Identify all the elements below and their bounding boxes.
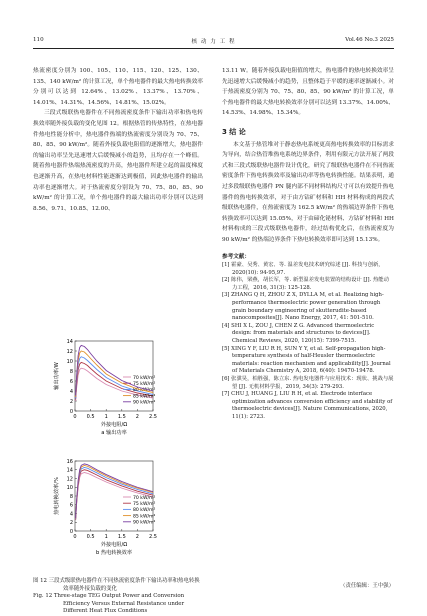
reference-list	[222, 262, 394, 421]
y-tick-label: 4	[69, 511, 73, 518]
y-tick-label: 8	[69, 493, 73, 500]
section-heading: 3 结 论	[222, 127, 246, 136]
x-tick-label: 1.5	[117, 414, 126, 420]
y-tick-label: 12	[66, 348, 73, 355]
y-tick-label: 14	[66, 467, 73, 474]
y-tick-label: 0	[69, 528, 73, 535]
x-tick-label: 0.5	[86, 534, 95, 540]
legend-label: 90 kW/m²	[133, 400, 156, 406]
y-axis-label: 输出功率/W	[54, 362, 60, 390]
series-line	[76, 351, 153, 397]
left-paragraph-1: 热流密度分别为 100、105、110、115、120、125、130、135、140 kW/m² 的计算工况，单个热电器件的最大热电转换效率分别可以达到 12.64%、13.02%、13.37%、13.70%、14.01%、14.31%、14.56%、14.81%、15.02%。	[33, 68, 203, 106]
subfigure-caption: b 热电转换效率	[95, 550, 133, 556]
caption-cn: 图 12 三段式级联热电器件在不同热流密度条件下输出功率和热电转换效率随外接负载的变化	[33, 578, 200, 592]
journal-name: 核 动 力 工 程	[191, 39, 236, 45]
figure-12a	[33, 333, 203, 457]
y-tick-label: 10	[66, 485, 73, 492]
efficiency-chart	[33, 453, 203, 575]
reference-item: [3] ZHANG Q H, ZHOU Z X, DYLLA M, et al. Realizing high-performance thermoelectric power generation through grain boundary engineering of skutterudite-based nanocomposites[J]. Nano Energy, 2017, 41: 501-510.	[222, 292, 384, 322]
header-rule	[33, 48, 394, 49]
y-axis-label: 热电转换效率/%	[54, 477, 60, 515]
x-tick-label: 0	[73, 414, 77, 420]
reference-item: [6] 张骐昊，柏胜强，陈立东. 热电发电器件与应用技术：现状、挑战与展望 [J]. 无机材料学报，2019, 34(3): 279-293.	[222, 376, 394, 390]
x-axis-label: 外接电阻/Ω	[100, 542, 128, 548]
y-tick-label: 6	[69, 378, 73, 385]
x-tick-label: 2	[135, 414, 139, 420]
right-column	[222, 66, 394, 422]
issue-info: Vol.46 No.3 2025	[345, 37, 394, 43]
y-tick-label: 10	[66, 358, 73, 365]
legend-label: 70 kW/m²	[133, 495, 156, 501]
left-column	[33, 66, 203, 214]
reference-item: [1] 霍豪、吴秀、黄宏、等. 温差发电技术研究综述 [J]. 科技与创新，2020(10): 94-95,97.	[222, 262, 384, 276]
legend-label: 90 kW/m²	[133, 520, 156, 526]
x-tick-label: 2.5	[149, 534, 157, 540]
x-axis-label: 外接电阻/Ω	[100, 422, 128, 428]
legend-label: 85 kW/m²	[133, 514, 156, 520]
editor-note: （责任编辑：王中强）	[340, 583, 394, 589]
x-tick-label: 2.5	[149, 414, 157, 420]
legend-label: 85 kW/m²	[133, 394, 156, 400]
x-tick-label: 1	[104, 414, 108, 420]
figure-caption	[33, 578, 203, 616]
subfigure-caption: a 输出功率	[101, 430, 127, 436]
figure-12b	[33, 453, 203, 579]
right-paragraph-1: 13.11 W。随着外接负载电阻值的增大，热电器件的热电转换效率呈先迅速增大后缓慢减小的趋势，且整体趋于平缓的速率逐渐减小。对于热流密度分别为 70、75、80、85、90 kW/m² 的计算工况，单个热电器件的最大热电转换效率分别可以达到 13.37%、14.00%、14.53%、14.98%、15.34%。	[222, 68, 394, 117]
y-tick-label: 0	[69, 408, 73, 415]
y-tick-label: 6	[69, 502, 73, 509]
y-tick-label: 2	[69, 520, 73, 527]
y-tick-label: 16	[66, 458, 73, 465]
output-power-chart	[33, 333, 203, 453]
legend-label: 80 kW/m²	[133, 388, 156, 394]
x-tick-label: 2	[135, 534, 139, 540]
reference-item: [5] XING Y F, LIU R H, SUN Y Y, et al. Self-propagation high-temperature synthesis of half-Heusler thermoelectric materials: reaction mechanism and applicability[J]. Journal of Materials Chemistry A, 2018, 6(40): 19470-19478.	[222, 345, 391, 375]
x-tick-label: 1.5	[117, 534, 126, 540]
y-tick-label: 4	[69, 388, 73, 395]
legend-label: 75 kW/m²	[133, 502, 156, 507]
left-paragraph-2: 三段式级联热电器件在不同热流密度条件下输出功率和热电转换效率随外接负载的变化见图 12。根据热管的传热特性，在热电器件热电性能分析中，热电器件热端的热流密度分别设为 70、75、80、85、90 kW/m²。随着外接负载电阻值的逐渐增大，热电器件的输出功率呈先迅速增大后缓慢减小的趋势，且均存在一个峰值。随着热电器件热端热流密度的升高，热电器件所建立起的温度梯度也逐渐升高，在热电材料性能逐渐达到极值，因此热电器件的输出功率也逐渐增大。对于热流密度分别设为 70、75、80、85、90 kW/m² 的计算工况，单个热电器件的最大输出功率分别可以达到 8.56、9.71、10.85、12.00、	[33, 110, 203, 212]
legend-label: 70 kW/m²	[133, 375, 156, 381]
page-number: 110	[33, 37, 44, 43]
y-tick-label: 8	[69, 368, 73, 375]
caption-en: Fig. 12 Three-stage TEG Output Power and Conversion Efficiency Versus External Resistance under Different Heat Flux Conditions	[33, 593, 185, 615]
legend-label: 75 kW/m²	[133, 382, 156, 387]
reference-item: [2] 陈伟，梁燕，胡长军，等. 新型温差发电装置的结构设计 [J]. 热能动力工程，2016, 31(3): 125-128.	[222, 277, 389, 291]
x-tick-label: 1	[104, 534, 108, 540]
y-tick-label: 12	[66, 476, 73, 483]
conclusion-paragraph: 本文基于热管堆对于静态热电系统更高热电转换效率的目标需求为导向，结合热管堆热电系统边界条件，利用有限元方法开展了两段式和三段式级联热电器件设计优化，研究了级联热电器件在不同热流密度条件下热电转换效率及输出功率等热电转换性能。结果表明，通过多段级联热电器件 PN 腿内部不同材料结构尺寸可以有效提升热电器件的热电转换效率，对于由方钴矿材料和 HH 材料构成的两段式级联热电器件，在热流密度为 162.5 kW/m² 的热端边界条件下热电转换效率可以达到 15.05%，对于由碲化铋材料、方钴矿材料和 HH 材料构成的三段式级联热电器件，经过结构优化后，在热流密度为 90 kW/m² 的热端边界条件下热电转换效率即可达到 15.13%。	[222, 141, 394, 243]
y-tick-label: 14	[66, 338, 73, 345]
reference-item: [4] SHI X L, ZOU J, CHEN Z G. Advanced thermoelectric design: from materials and structures to devices[J]. Chemical Reviews, 2020, 120(15): 7399-7515.	[222, 322, 375, 345]
x-tick-label: 0	[73, 534, 77, 540]
reference-item: [7] CHU J, HUANG J, LIU R H, et al. Electrode interface optimization advances conversion efficiency and stability of thermoelectric devices[J]. Nature Communications, 2020, 11(1): 2723.	[222, 391, 393, 420]
x-tick-label: 0.5	[86, 414, 95, 420]
legend-label: 80 kW/m²	[133, 508, 156, 514]
y-tick-label: 2	[69, 398, 73, 405]
references-heading: 参考文献：	[222, 253, 250, 260]
